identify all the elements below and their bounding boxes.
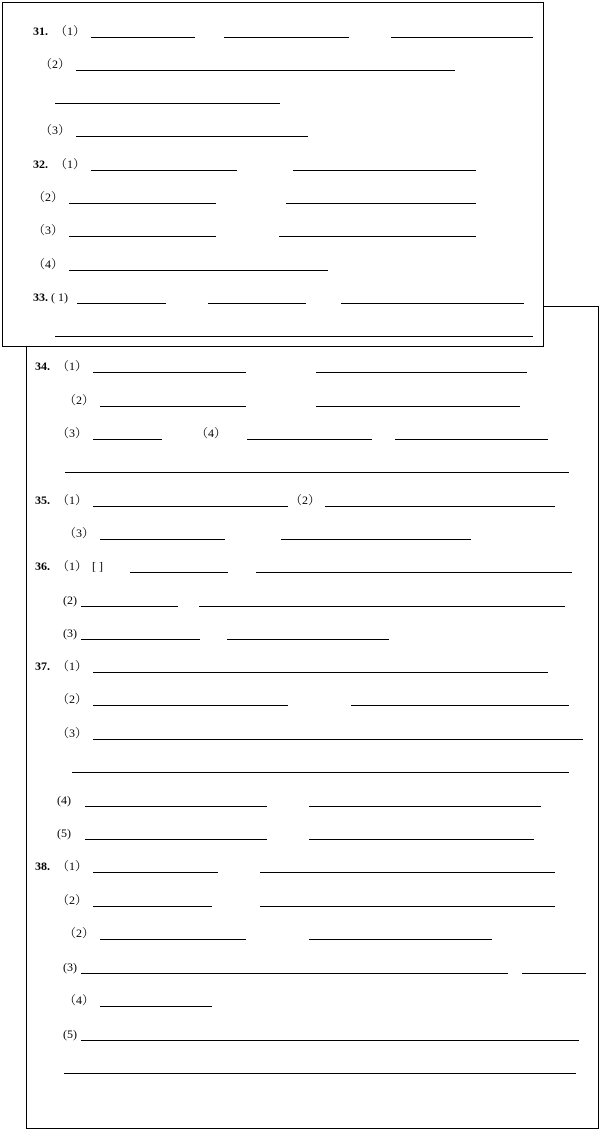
q32-part2-label: （2） xyxy=(33,190,64,204)
q37-part3-label: （3） xyxy=(57,726,88,740)
q38-part2b-blank-b[interactable] xyxy=(309,939,492,940)
q37-part3-blank-a[interactable] xyxy=(93,739,583,740)
q38-part1-blank-a[interactable] xyxy=(93,872,218,873)
q36-part1-bracket: [ ] xyxy=(92,559,103,573)
q38-part2b-label: （2） xyxy=(64,926,95,940)
q38-part3-label: (3) xyxy=(63,960,77,974)
q37-part4-blank-a[interactable] xyxy=(85,806,267,807)
q36-part3-label: (3) xyxy=(63,626,77,640)
q32-part1-blank-a[interactable] xyxy=(91,170,237,171)
q34-part4-label: （4） xyxy=(196,426,227,440)
q37-part5-label: (5) xyxy=(57,826,71,840)
q38-part1-label: （1） xyxy=(57,859,88,873)
q31-part3-blank[interactable] xyxy=(76,136,308,137)
q33-number: 33. xyxy=(33,290,48,304)
q33-part1-blank-d[interactable] xyxy=(55,336,533,337)
q36-part2-blank-a[interactable] xyxy=(81,606,178,607)
q37-number: 37. xyxy=(35,659,50,673)
q32-part1-blank-b[interactable] xyxy=(293,170,476,171)
q36-part2-label: (2) xyxy=(63,593,77,607)
q38-part5-blank-a[interactable] xyxy=(81,1040,579,1041)
q38-part2a-label: （2） xyxy=(57,893,88,907)
q34-part4-blank-a[interactable] xyxy=(247,439,372,440)
q32-part3-blank-a[interactable] xyxy=(69,236,216,237)
q37-part1-label: （1） xyxy=(57,659,88,673)
q38-part5-blank-b[interactable] xyxy=(64,1073,576,1074)
q33-part1-blank-b[interactable] xyxy=(208,303,306,304)
q35-number: 35. xyxy=(35,493,50,507)
q38-part3-blank-a[interactable] xyxy=(81,973,508,974)
q31-part1-blank-b[interactable] xyxy=(224,37,349,38)
q38-number: 38. xyxy=(35,859,50,873)
q32-part2-blank-b[interactable] xyxy=(286,203,476,204)
q34-part3-blank[interactable] xyxy=(93,439,162,440)
q36-part1-label: （1） xyxy=(57,559,88,573)
q31-part2-blank-a[interactable] xyxy=(76,70,455,71)
q32-part4-blank[interactable] xyxy=(69,270,328,271)
q31-part2-blank-b[interactable] xyxy=(55,103,280,104)
q33-part1-blank-a[interactable] xyxy=(77,303,166,304)
q37-part3-blank-b[interactable] xyxy=(72,772,569,773)
q31-part3-label: （3） xyxy=(40,123,71,137)
q35-part2-label: （2） xyxy=(290,493,321,507)
q34-part4-blank-b[interactable] xyxy=(395,439,548,440)
q35-part1-blank[interactable] xyxy=(93,506,288,507)
q34-part1-blank-b[interactable] xyxy=(316,372,527,373)
q32-part1-label: （1） xyxy=(55,157,86,171)
q35-part3-label: （3） xyxy=(64,526,95,540)
q31-part1-blank-a[interactable] xyxy=(91,37,195,38)
q34-part2-blank-b[interactable] xyxy=(316,406,520,407)
answer-box-upper xyxy=(2,2,544,347)
q38-part2a-blank-b[interactable] xyxy=(260,906,555,907)
q32-part3-blank-b[interactable] xyxy=(279,236,476,237)
q34-part3-label: （3） xyxy=(57,426,88,440)
q32-part2-blank-a[interactable] xyxy=(69,203,216,204)
q31-part1-label: （1） xyxy=(55,24,86,38)
q36-part3-blank-a[interactable] xyxy=(81,639,200,640)
q37-part5-blank-a[interactable] xyxy=(85,839,267,840)
q33-part1-blank-c[interactable] xyxy=(341,303,524,304)
q37-part5-blank-b[interactable] xyxy=(309,839,534,840)
q31-number: 31. xyxy=(33,24,48,38)
q38-part2a-blank-a[interactable] xyxy=(93,906,212,907)
q37-part1-blank[interactable] xyxy=(93,672,548,673)
q32-part3-label: （3） xyxy=(33,223,64,237)
q36-part2-blank-b[interactable] xyxy=(199,606,565,607)
q34-part1-label: （1） xyxy=(57,359,88,373)
q38-part1-blank-b[interactable] xyxy=(260,872,555,873)
q32-number: 32. xyxy=(33,157,48,171)
q37-part4-blank-b[interactable] xyxy=(309,806,541,807)
q33-part1-label: ( 1) xyxy=(51,290,68,304)
q31-part2-label: （2） xyxy=(40,57,71,71)
q36-part1-blank-b[interactable] xyxy=(256,572,572,573)
q35-part3-blank-b[interactable] xyxy=(281,539,471,540)
q38-part4-blank[interactable] xyxy=(100,1006,212,1007)
q38-part4-label: （4） xyxy=(64,993,95,1007)
q36-part3-blank-b[interactable] xyxy=(227,639,389,640)
q36-number: 36. xyxy=(35,559,50,573)
q35-part1-label: （1） xyxy=(57,493,88,507)
q34-part2-blank-a[interactable] xyxy=(100,406,246,407)
q35-part2-blank[interactable] xyxy=(325,506,555,507)
q37-part2-label: （2） xyxy=(57,692,88,706)
q35-part3-blank-a[interactable] xyxy=(100,539,225,540)
q38-part2b-blank-a[interactable] xyxy=(100,939,246,940)
q31-part1-blank-c[interactable] xyxy=(391,37,533,38)
q34-part4-blank-c[interactable] xyxy=(65,472,569,473)
q32-part4-label: （4） xyxy=(33,257,64,271)
q34-number: 34. xyxy=(35,359,50,373)
q34-part1-blank-a[interactable] xyxy=(93,372,246,373)
q37-part2-blank-b[interactable] xyxy=(351,705,569,706)
q36-part1-blank-a[interactable] xyxy=(130,572,228,573)
q37-part2-blank-a[interactable] xyxy=(93,705,288,706)
q37-part4-label: (4) xyxy=(57,793,71,807)
q38-part3-blank-b[interactable] xyxy=(522,973,586,974)
q38-part5-label: (5) xyxy=(63,1027,77,1041)
q34-part2-label: （2） xyxy=(64,393,95,407)
